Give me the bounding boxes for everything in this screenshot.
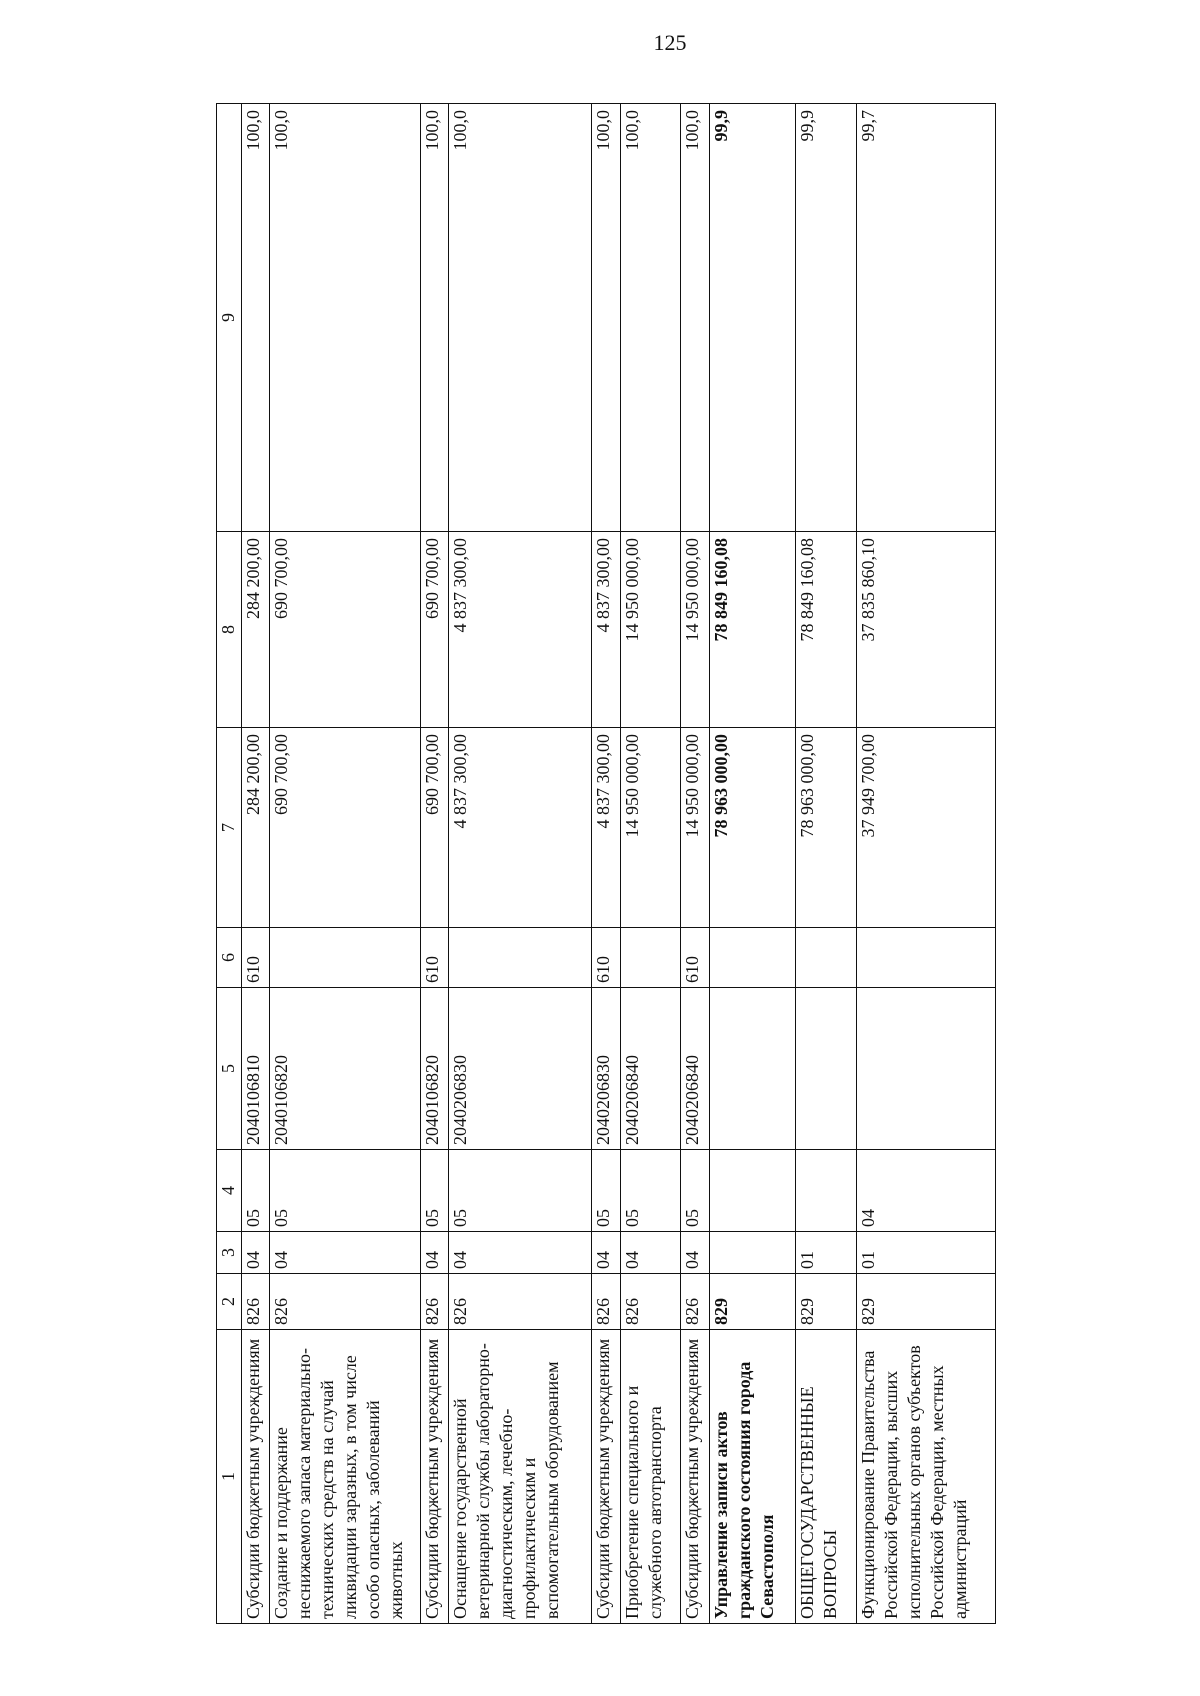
row-cell-col-2: 826 <box>449 1274 592 1330</box>
row-cell-col-9: 100,0 <box>592 104 620 532</box>
row-cell-col-5: 2040106820 <box>421 988 449 1150</box>
col-header-7: 7 <box>217 728 242 928</box>
row-cell-col-5: 2040106820 <box>270 988 421 1150</box>
budget-table <box>216 103 996 1624</box>
col-header-9: 9 <box>217 104 242 532</box>
row-cell-col-3: 04 <box>242 1232 270 1274</box>
row-cell-col-8: 78 849 160,08 <box>709 532 796 728</box>
row-cell-col-6 <box>620 928 681 988</box>
row-cell-col-2: 826 <box>620 1274 681 1330</box>
row-cell-col-3: 04 <box>620 1232 681 1274</box>
row-cell-col-8: 37 835 860,10 <box>857 532 996 728</box>
row-cell-col-8: 4 837 300,00 <box>449 532 592 728</box>
row-cell-col-6: 610 <box>592 928 620 988</box>
row-cell-col-7: 37 949 700,00 <box>857 728 996 928</box>
row-cell-col-3: 04 <box>421 1232 449 1274</box>
row-cell-col-5: 2040206840 <box>620 988 681 1150</box>
row-cell-col-2: 829 <box>709 1274 796 1330</box>
row-cell-col-8: 284 200,00 <box>242 532 270 728</box>
row-cell-col-2: 826 <box>242 1274 270 1330</box>
row-cell-col-2: 829 <box>796 1274 857 1330</box>
row-cell-col-8: 14 950 000,00 <box>620 532 681 728</box>
row-cell-col-9: 99,9 <box>796 104 857 532</box>
col-header-2: 2 <box>217 1274 242 1330</box>
row-cell-col-3: 04 <box>592 1232 620 1274</box>
row-cell-col-5: 2040206830 <box>449 988 592 1150</box>
row-cell-col-4: 05 <box>421 1150 449 1232</box>
table-row <box>592 104 620 1624</box>
row-cell-col-7: 4 837 300,00 <box>592 728 620 928</box>
row-name-cell: ОБЩЕГОСУДАРСТВЕННЫЕ ВОПРОСЫ <box>796 1330 857 1624</box>
row-name-cell: Субсидии бюджетным учреждениям <box>242 1330 270 1624</box>
table-row <box>681 104 709 1624</box>
row-cell-col-6: 610 <box>242 928 270 988</box>
col-header-6: 6 <box>217 928 242 988</box>
row-cell-col-4 <box>796 1150 857 1232</box>
rotated-table-wrapper <box>216 104 996 1624</box>
row-cell-col-6 <box>449 928 592 988</box>
row-cell-col-4: 05 <box>270 1150 421 1232</box>
row-cell-col-4: 04 <box>857 1150 996 1232</box>
row-cell-col-8: 4 837 300,00 <box>592 532 620 728</box>
row-cell-col-2: 826 <box>592 1274 620 1330</box>
row-cell-col-7: 690 700,00 <box>270 728 421 928</box>
row-cell-col-7: 14 950 000,00 <box>681 728 709 928</box>
row-cell-col-2: 826 <box>270 1274 421 1330</box>
row-cell-col-5: 2040206840 <box>681 988 709 1150</box>
row-cell-col-5 <box>709 988 796 1150</box>
row-cell-col-5: 2040106810 <box>242 988 270 1150</box>
row-cell-col-7: 14 950 000,00 <box>620 728 681 928</box>
row-cell-col-4: 05 <box>242 1150 270 1232</box>
row-cell-col-8: 690 700,00 <box>270 532 421 728</box>
row-cell-col-7: 284 200,00 <box>242 728 270 928</box>
row-name-cell: Оснащение государственной ветеринарной службы лабораторно-диагностическим, лечебно-профилактическим и вспомогательным оборудованием <box>449 1330 592 1624</box>
table-row <box>796 104 857 1624</box>
row-cell-col-8: 14 950 000,00 <box>681 532 709 728</box>
row-cell-col-5 <box>857 988 996 1150</box>
row-cell-col-9: 99,7 <box>857 104 996 532</box>
row-cell-col-4: 05 <box>681 1150 709 1232</box>
row-cell-col-6 <box>270 928 421 988</box>
row-cell-col-6 <box>796 928 857 988</box>
table-row <box>620 104 681 1624</box>
table-row <box>421 104 449 1624</box>
row-cell-col-2: 829 <box>857 1274 996 1330</box>
row-cell-col-4: 05 <box>592 1150 620 1232</box>
col-header-8: 8 <box>217 532 242 728</box>
table-row <box>242 104 270 1624</box>
row-cell-col-6 <box>709 928 796 988</box>
row-cell-col-9: 100,0 <box>620 104 681 532</box>
row-cell-col-5 <box>796 988 857 1150</box>
row-cell-col-2: 826 <box>681 1274 709 1330</box>
row-cell-col-9: 100,0 <box>681 104 709 532</box>
row-name-cell: Приобретение специального и служебного автотранспорта <box>620 1330 681 1624</box>
row-cell-col-4: 05 <box>449 1150 592 1232</box>
row-name-cell: Субсидии бюджетным учреждениям <box>421 1330 449 1624</box>
row-cell-col-7: 4 837 300,00 <box>449 728 592 928</box>
row-cell-col-6: 610 <box>681 928 709 988</box>
row-name-cell: Создание и поддержание неснижаемого запаса материально-технических средств на случай ликвидации заразных, в том числе особо опасных, заболеваний животных <box>270 1330 421 1624</box>
col-header-5: 5 <box>217 988 242 1150</box>
row-cell-col-2: 826 <box>421 1274 449 1330</box>
row-cell-col-8: 690 700,00 <box>421 532 449 728</box>
row-cell-col-6 <box>857 928 996 988</box>
row-cell-col-7: 78 963 000,00 <box>709 728 796 928</box>
row-cell-col-9: 100,0 <box>449 104 592 532</box>
table-row <box>709 104 796 1624</box>
row-cell-col-9: 100,0 <box>270 104 421 532</box>
table-row <box>857 104 996 1624</box>
row-cell-col-3 <box>709 1232 796 1274</box>
table-row <box>449 104 592 1624</box>
row-cell-col-7: 690 700,00 <box>421 728 449 928</box>
page-number: 125 <box>653 30 687 55</box>
row-cell-col-7: 78 963 000,00 <box>796 728 857 928</box>
row-cell-col-5: 2040206830 <box>592 988 620 1150</box>
row-cell-col-3: 01 <box>857 1232 996 1274</box>
row-cell-col-3: 04 <box>681 1232 709 1274</box>
row-cell-col-9: 100,0 <box>421 104 449 532</box>
row-name-cell: Функционирование Правительства Российской Федерации, высших исполнительных органов субъектов Российской Федерации, местных администраций <box>857 1330 996 1624</box>
row-cell-col-4: 05 <box>620 1150 681 1232</box>
table-row <box>270 104 421 1624</box>
row-cell-col-3: 04 <box>449 1232 592 1274</box>
col-header-4: 4 <box>217 1150 242 1232</box>
row-cell-col-3: 04 <box>270 1232 421 1274</box>
col-header-3: 3 <box>217 1232 242 1274</box>
row-cell-col-9: 99,9 <box>709 104 796 532</box>
header-row <box>217 104 242 1624</box>
row-cell-col-8: 78 849 160,08 <box>796 532 857 728</box>
row-cell-col-6: 610 <box>421 928 449 988</box>
table-body <box>242 104 996 1624</box>
row-cell-col-4 <box>709 1150 796 1232</box>
row-name-cell: Субсидии бюджетным учреждениям <box>592 1330 620 1624</box>
row-name-cell: Субсидии бюджетным учреждениям <box>681 1330 709 1624</box>
row-cell-col-3: 01 <box>796 1232 857 1274</box>
row-name-cell: Управление записи актов гражданского состояния города Севастополя <box>709 1330 796 1624</box>
col-header-1: 1 <box>217 1330 242 1624</box>
row-cell-col-9: 100,0 <box>242 104 270 532</box>
